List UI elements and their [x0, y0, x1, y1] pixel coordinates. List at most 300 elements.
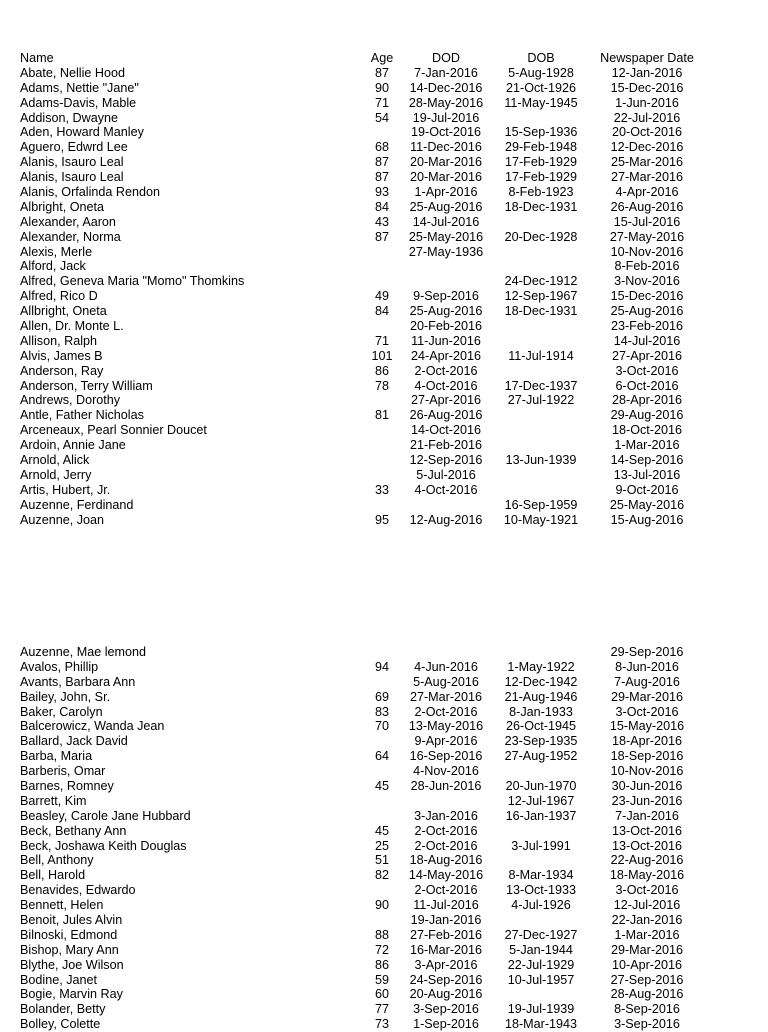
- cell-age: 73: [374, 1017, 390, 1032]
- cell-newspaper-date: 28-Aug-2016: [610, 987, 684, 1002]
- cell-newspaper-date: 4-Apr-2016: [615, 185, 679, 200]
- cell-dod: 12-Sep-2016: [409, 453, 483, 468]
- cell-age: 87: [374, 170, 390, 185]
- table-row: [0, 498, 768, 513]
- table-row: [0, 185, 768, 200]
- table-row: [0, 423, 768, 438]
- cell-age: 88: [374, 927, 390, 942]
- cell-dod: 24-Sep-2016: [409, 972, 483, 987]
- cell-newspaper-date: 22-Jul-2016: [613, 110, 681, 125]
- cell-newspaper-date: 22-Aug-2016: [610, 853, 684, 868]
- cell-newspaper-date: 18-May-2016: [609, 868, 685, 883]
- cell-name: Abate, Nellie Hood: [20, 65, 126, 80]
- cell-age: 84: [374, 199, 390, 214]
- cell-dod: 2-Oct-2016: [414, 823, 478, 838]
- column-header-row: [0, 51, 768, 66]
- cell-age: 51: [374, 853, 390, 868]
- cell-age: 45: [374, 779, 390, 794]
- table-row: [0, 408, 768, 423]
- header-dod: DOD: [432, 51, 460, 65]
- table-row: [0, 1017, 768, 1032]
- cell-newspaper-date: 10-Apr-2016: [611, 957, 683, 972]
- table-row: [0, 111, 768, 126]
- cell-newspaper-date: 29-Mar-2016: [610, 942, 684, 957]
- obituary-table-page-1: [0, 51, 768, 528]
- table-row: [0, 824, 768, 839]
- cell-newspaper-date: 10-Nov-2016: [610, 764, 684, 779]
- table-row: [0, 1002, 768, 1017]
- cell-name: Bolley, Colette: [20, 1017, 101, 1032]
- cell-newspaper-date: 27-Sep-2016: [610, 972, 684, 987]
- cell-dod: 27-Mar-2016: [409, 689, 483, 704]
- cell-name: Bailey, John, Sr.: [20, 689, 111, 704]
- header-name: Name: [20, 51, 54, 65]
- cell-name: Avants, Barbara Ann: [20, 674, 136, 689]
- table-row: [0, 319, 768, 334]
- cell-dod: 28-Jun-2016: [410, 779, 482, 794]
- table-row: [0, 973, 768, 988]
- cell-dod: 24-Apr-2016: [410, 348, 482, 363]
- table-row: [0, 215, 768, 230]
- cell-name: Addison, Dwayne: [20, 110, 119, 125]
- table-row: [0, 839, 768, 854]
- cell-dod: 14-May-2016: [408, 868, 484, 883]
- cell-newspaper-date: 26-Aug-2016: [610, 199, 684, 214]
- cell-age: 69: [374, 689, 390, 704]
- cell-name: Artis, Hubert, Jr.: [20, 482, 111, 497]
- cell-newspaper-date: 12-Dec-2016: [610, 140, 684, 155]
- cell-dob: 8-Jan-1933: [509, 704, 573, 719]
- cell-name: Antle, Father Nicholas: [20, 408, 144, 423]
- cell-name: Benavides, Edwardo: [20, 883, 136, 898]
- cell-name: Balcerowicz, Wanda Jean: [20, 719, 165, 734]
- cell-dod: 3-Apr-2016: [414, 957, 478, 972]
- cell-dod: 14-Oct-2016: [410, 423, 482, 438]
- cell-name: Bodine, Janet: [20, 972, 98, 987]
- table-row: [0, 66, 768, 81]
- cell-newspaper-date: 10-Nov-2016: [610, 244, 684, 259]
- table-row: [0, 170, 768, 185]
- cell-newspaper-date: 29-Aug-2016: [610, 408, 684, 423]
- cell-dod: 2-Oct-2016: [414, 883, 478, 898]
- cell-name: Allbright, Oneta: [20, 304, 107, 319]
- cell-dob: 17-Feb-1929: [504, 170, 578, 185]
- header-newspaper-date: Newspaper Date: [600, 51, 694, 65]
- cell-newspaper-date: 12-Jul-2016: [613, 898, 681, 913]
- cell-age: 84: [374, 304, 390, 319]
- cell-newspaper-date: 18-Sep-2016: [610, 749, 684, 764]
- cell-name: Alfred, Geneva Maria "Momo" Thomkins: [20, 274, 245, 289]
- cell-dob: 18-Dec-1931: [504, 304, 578, 319]
- cell-dob: 13-Oct-1933: [505, 883, 577, 898]
- cell-age: 95: [374, 512, 390, 527]
- cell-dob: 23-Sep-1935: [504, 734, 578, 749]
- cell-age: 86: [374, 957, 390, 972]
- table-row: [0, 259, 768, 274]
- table-row: [0, 719, 768, 734]
- cell-newspaper-date: 15-Jul-2016: [613, 214, 681, 229]
- cell-dod: 2-Oct-2016: [414, 838, 478, 853]
- cell-age: 94: [374, 659, 390, 674]
- table-row: [0, 853, 768, 868]
- cell-name: Alvis, James B: [20, 348, 103, 363]
- cell-name: Anderson, Terry William: [20, 378, 153, 393]
- cell-newspaper-date: 7-Jan-2016: [615, 808, 679, 823]
- cell-name: Alanis, Isauro Leal: [20, 155, 124, 170]
- table-row: [0, 349, 768, 364]
- table-row: [0, 200, 768, 215]
- cell-newspaper-date: 13-Oct-2016: [611, 838, 683, 853]
- cell-age: 82: [374, 868, 390, 883]
- cell-newspaper-date: 30-Jun-2016: [611, 779, 683, 794]
- cell-name: Auzenne, Mae lemond: [20, 645, 147, 659]
- cell-dod: 11-Jun-2016: [411, 333, 481, 348]
- cell-name: Bogie, Marvin Ray: [20, 987, 123, 1002]
- cell-newspaper-date: 23-Feb-2016: [610, 319, 684, 334]
- cell-dod: 2-Oct-2016: [414, 363, 478, 378]
- cell-name: Auzenne, Joan: [20, 512, 105, 527]
- cell-newspaper-date: 13-Oct-2016: [611, 823, 683, 838]
- cell-dod: 20-Mar-2016: [409, 155, 483, 170]
- cell-dob: 27-Jul-1922: [507, 393, 575, 408]
- cell-dod: 20-Feb-2016: [409, 319, 483, 334]
- cell-name: Aguero, Edwrd Lee: [20, 140, 128, 155]
- cell-dod: 27-Feb-2016: [409, 927, 483, 942]
- cell-age: 70: [374, 719, 390, 734]
- cell-dod: 4-Nov-2016: [413, 764, 479, 779]
- cell-dod: 26-Aug-2016: [409, 408, 483, 423]
- table-row: [0, 483, 768, 498]
- cell-dod: 4-Jun-2016: [414, 659, 478, 674]
- cell-age: 93: [374, 185, 390, 200]
- cell-name: Beck, Bethany Ann: [20, 823, 127, 838]
- table-row: [0, 334, 768, 349]
- table-row: [0, 987, 768, 1002]
- obituary-table-page-2: [0, 645, 768, 1032]
- cell-age: 77: [374, 1002, 390, 1017]
- cell-age: 83: [374, 704, 390, 719]
- cell-newspaper-date: 15-Aug-2016: [610, 512, 684, 527]
- cell-newspaper-date: 13-Jul-2016: [613, 467, 681, 482]
- cell-name: Avalos, Phillip: [20, 659, 99, 674]
- cell-dob: 11-May-1945: [504, 95, 578, 110]
- cell-age: 54: [374, 110, 390, 125]
- table-row: [0, 304, 768, 319]
- cell-newspaper-date: 18-Oct-2016: [611, 423, 683, 438]
- cell-dod: 3-Sep-2016: [413, 1002, 479, 1017]
- cell-dob: 22-Jul-1929: [507, 957, 575, 972]
- cell-newspaper-date: 27-Apr-2016: [611, 348, 683, 363]
- cell-dod: 19-Jan-2016: [410, 913, 482, 928]
- cell-newspaper-date: 29-Sep-2016: [610, 645, 684, 659]
- cell-dod: 14-Dec-2016: [409, 80, 483, 95]
- cell-dod: 25-May-2016: [408, 229, 484, 244]
- table-row: [0, 868, 768, 883]
- cell-dod: 7-Jan-2016: [414, 65, 478, 80]
- cell-name: Ardoin, Annie Jane: [20, 438, 126, 453]
- cell-dob: 8-Mar-1934: [508, 868, 574, 883]
- cell-dod: 9-Apr-2016: [414, 734, 478, 749]
- cell-age: 25: [374, 838, 390, 853]
- cell-age: 71: [374, 95, 390, 110]
- table-row: [0, 958, 768, 973]
- cell-newspaper-date: 14-Sep-2016: [610, 453, 684, 468]
- cell-name: Auzenne, Ferdinand: [20, 497, 134, 512]
- cell-age: 78: [374, 378, 390, 393]
- cell-dod: 18-Aug-2016: [409, 853, 483, 868]
- cell-dob: 21-Aug-1946: [504, 689, 578, 704]
- cell-name: Bilnoski, Edmond: [20, 927, 118, 942]
- cell-age: 90: [374, 80, 390, 95]
- cell-newspaper-date: 18-Apr-2016: [611, 734, 683, 749]
- cell-dob: 8-Feb-1923: [508, 185, 574, 200]
- cell-name: Anderson, Ray: [20, 363, 104, 378]
- cell-age: 90: [374, 898, 390, 913]
- cell-dod: 4-Oct-2016: [414, 482, 478, 497]
- cell-age: 87: [374, 65, 390, 80]
- cell-dob: 11-Jul-1914: [508, 348, 574, 363]
- cell-dod: 25-Aug-2016: [409, 199, 483, 214]
- cell-name: Andrews, Dorothy: [20, 393, 121, 408]
- cell-age: 71: [374, 333, 390, 348]
- cell-name: Alexis, Merle: [20, 244, 93, 259]
- table-row: [0, 289, 768, 304]
- cell-age: 101: [371, 348, 393, 363]
- table-body: [0, 645, 768, 1032]
- cell-dob: 12-Jul-1967: [507, 793, 575, 808]
- table-row: [0, 364, 768, 379]
- cell-age: 72: [374, 942, 390, 957]
- cell-dod: 11-Dec-2016: [410, 140, 482, 155]
- table-row: [0, 230, 768, 245]
- table-row: [0, 928, 768, 943]
- cell-name: Allen, Dr. Monte L.: [20, 319, 124, 334]
- cell-newspaper-date: 27-Mar-2016: [610, 170, 684, 185]
- cell-name: Alanis, Isauro Leal: [20, 170, 124, 185]
- header-age: Age: [370, 51, 394, 65]
- cell-dod: 16-Sep-2016: [409, 749, 483, 764]
- cell-name: Bolander, Betty: [20, 1002, 106, 1017]
- cell-newspaper-date: 6-Oct-2016: [615, 378, 679, 393]
- cell-name: Beck, Joshawa Keith Douglas: [20, 838, 187, 853]
- cell-dod: 28-May-2016: [408, 95, 484, 110]
- cell-dob: 26-Oct-1945: [505, 719, 577, 734]
- cell-name: Arnold, Jerry: [20, 467, 92, 482]
- cell-age: 45: [374, 823, 390, 838]
- cell-name: Allison, Ralph: [20, 333, 98, 348]
- cell-newspaper-date: 25-May-2016: [609, 497, 685, 512]
- cell-age: 64: [374, 749, 390, 764]
- cell-dob: 16-Jan-1937: [505, 808, 577, 823]
- table-row: [0, 705, 768, 720]
- cell-name: Beasley, Carole Jane Hubbard: [20, 808, 191, 823]
- cell-dod: 11-Jul-2016: [413, 898, 479, 913]
- cell-dob: 20-Dec-1928: [504, 229, 578, 244]
- cell-age: 87: [374, 155, 390, 170]
- cell-newspaper-date: 23-Jun-2016: [611, 793, 683, 808]
- cell-newspaper-date: 1-Jun-2016: [615, 95, 679, 110]
- cell-age: 68: [374, 140, 390, 155]
- cell-dod: 21-Feb-2016: [409, 438, 483, 453]
- cell-newspaper-date: 8-Jun-2016: [615, 659, 679, 674]
- cell-newspaper-date: 14-Jul-2016: [613, 333, 681, 348]
- cell-dob: 10-Jul-1957: [507, 972, 575, 987]
- cell-newspaper-date: 3-Sep-2016: [614, 1017, 680, 1032]
- table-row: [0, 513, 768, 528]
- cell-age: 81: [374, 408, 390, 423]
- cell-newspaper-date: 15-Dec-2016: [610, 80, 684, 95]
- cell-newspaper-date: 3-Oct-2016: [615, 883, 679, 898]
- cell-name: Barrett, Kim: [20, 793, 87, 808]
- cell-newspaper-date: 12-Jan-2016: [611, 65, 683, 80]
- cell-name: Arnold, Alick: [20, 453, 90, 468]
- cell-newspaper-date: 1-Mar-2016: [614, 927, 680, 942]
- cell-dod: 20-Mar-2016: [409, 170, 483, 185]
- cell-dod: 13-May-2016: [408, 719, 484, 734]
- cell-newspaper-date: 22-Jan-2016: [611, 913, 683, 928]
- cell-dob: 18-Dec-1931: [504, 199, 578, 214]
- cell-dod: 27-Apr-2016: [410, 393, 482, 408]
- table-row: [0, 645, 768, 660]
- table-row: [0, 438, 768, 453]
- cell-dod: 3-Jan-2016: [414, 808, 478, 823]
- cell-dod: 20-Aug-2016: [409, 987, 483, 1002]
- table-row: [0, 690, 768, 705]
- cell-dod: 19-Oct-2016: [410, 125, 482, 140]
- cell-name: Adams, Nettie "Jane": [20, 80, 139, 95]
- cell-newspaper-date: 27-May-2016: [609, 229, 685, 244]
- cell-dob: 5-Aug-1928: [508, 65, 574, 80]
- cell-name: Barberis, Omar: [20, 764, 106, 779]
- cell-dob: 17-Dec-1937: [504, 378, 578, 393]
- table-row: [0, 764, 768, 779]
- cell-name: Alford, Jack: [20, 259, 86, 274]
- table-row: [0, 96, 768, 111]
- table-row: [0, 453, 768, 468]
- table-row: [0, 274, 768, 289]
- cell-name: Alfred, Rico D: [20, 289, 98, 304]
- cell-name: Bell, Harold: [20, 868, 86, 883]
- cell-newspaper-date: 3-Nov-2016: [614, 274, 680, 289]
- cell-age: 60: [374, 987, 390, 1002]
- cell-age: 87: [374, 229, 390, 244]
- cell-age: 86: [374, 363, 390, 378]
- table-row: [0, 140, 768, 155]
- cell-dod: 9-Sep-2016: [413, 289, 479, 304]
- cell-dob: 27-Aug-1952: [504, 749, 578, 764]
- cell-dod: 27-May-1936: [408, 244, 484, 259]
- cell-dod: 12-Aug-2016: [409, 512, 483, 527]
- cell-dob: 27-Dec-1927: [504, 927, 578, 942]
- table-row: [0, 943, 768, 958]
- table-row: [0, 898, 768, 913]
- cell-name: Barnes, Romney: [20, 779, 114, 794]
- cell-dob: 10-May-1921: [503, 512, 579, 527]
- table-row: [0, 81, 768, 96]
- cell-name: Alexander, Norma: [20, 229, 121, 244]
- cell-name: Benoit, Jules Alvin: [20, 913, 123, 928]
- cell-newspaper-date: 8-Sep-2016: [614, 1002, 680, 1017]
- cell-dob: 13-Jun-1939: [505, 453, 577, 468]
- table-row: [0, 125, 768, 140]
- table-row: [0, 393, 768, 408]
- cell-name: Bishop, Mary Ann: [20, 942, 119, 957]
- cell-dob: 12-Dec-1942: [504, 674, 578, 689]
- cell-newspaper-date: 3-Oct-2016: [615, 363, 679, 378]
- cell-dod: 19-Jul-2016: [412, 110, 480, 125]
- cell-age: 43: [374, 214, 390, 229]
- cell-newspaper-date: 3-Oct-2016: [615, 704, 679, 719]
- cell-newspaper-date: 7-Aug-2016: [614, 674, 680, 689]
- cell-dob: 24-Dec-1912: [504, 274, 578, 289]
- cell-dod: 5-Jul-2016: [416, 467, 476, 482]
- table-row: [0, 883, 768, 898]
- cell-newspaper-date: 20-Oct-2016: [611, 125, 683, 140]
- cell-name: Bennett, Helen: [20, 898, 104, 913]
- cell-dob: 18-Mar-1943: [504, 1017, 578, 1032]
- cell-dob: 4-Jul-1926: [511, 898, 571, 913]
- cell-name: Barba, Maria: [20, 749, 93, 764]
- cell-dob: 29-Feb-1948: [504, 140, 578, 155]
- table-row: [0, 809, 768, 824]
- cell-dob: 1-May-1922: [507, 659, 575, 674]
- cell-age: 33: [374, 482, 390, 497]
- table-row: [0, 379, 768, 394]
- table-row: [0, 675, 768, 690]
- table-row: [0, 245, 768, 260]
- cell-newspaper-date: 9-Oct-2016: [615, 482, 679, 497]
- cell-newspaper-date: 15-Dec-2016: [610, 289, 684, 304]
- cell-dob: 20-Jun-1970: [505, 779, 577, 794]
- cell-dob: 5-Jan-1944: [509, 942, 573, 957]
- table-body: [0, 66, 768, 528]
- cell-newspaper-date: 1-Mar-2016: [614, 438, 680, 453]
- cell-name: Arceneaux, Pearl Sonnier Doucet: [20, 423, 207, 438]
- cell-dob: 12-Sep-1967: [504, 289, 578, 304]
- cell-name: Ballard, Jack David: [20, 734, 128, 749]
- table-row: [0, 660, 768, 675]
- cell-dob: 3-Jul-1991: [511, 838, 571, 853]
- cell-dob: 19-Jul-1939: [507, 1002, 575, 1017]
- cell-newspaper-date: 25-Aug-2016: [610, 304, 684, 319]
- header-dob: DOB: [527, 51, 555, 65]
- cell-newspaper-date: 8-Feb-2016: [614, 259, 680, 274]
- cell-name: Adams-Davis, Mable: [20, 95, 137, 110]
- cell-name: Baker, Carolyn: [20, 704, 103, 719]
- cell-dod: 5-Aug-2016: [413, 674, 479, 689]
- cell-name: Bell, Anthony: [20, 853, 94, 868]
- cell-dod: 1-Sep-2016: [413, 1017, 479, 1032]
- table-row: [0, 779, 768, 794]
- table-row: [0, 913, 768, 928]
- cell-age: 49: [374, 289, 390, 304]
- cell-name: Alanis, Orfalinda Rendon: [20, 185, 161, 200]
- cell-newspaper-date: 28-Apr-2016: [611, 393, 683, 408]
- cell-dob: 17-Feb-1929: [504, 155, 578, 170]
- table-row: [0, 794, 768, 809]
- cell-dod: 14-Jul-2016: [412, 214, 480, 229]
- cell-name: Alexander, Aaron: [20, 214, 116, 229]
- cell-age: 59: [374, 972, 390, 987]
- cell-dod: 4-Oct-2016: [414, 378, 478, 393]
- cell-newspaper-date: 25-Mar-2016: [610, 155, 684, 170]
- cell-newspaper-date: 15-May-2016: [609, 719, 685, 734]
- cell-dod: 16-Mar-2016: [409, 942, 483, 957]
- cell-dob: 15-Sep-1936: [504, 125, 578, 140]
- cell-dob: 21-Oct-1926: [505, 80, 577, 95]
- table-row: [0, 749, 768, 764]
- cell-dod: 1-Apr-2016: [414, 185, 478, 200]
